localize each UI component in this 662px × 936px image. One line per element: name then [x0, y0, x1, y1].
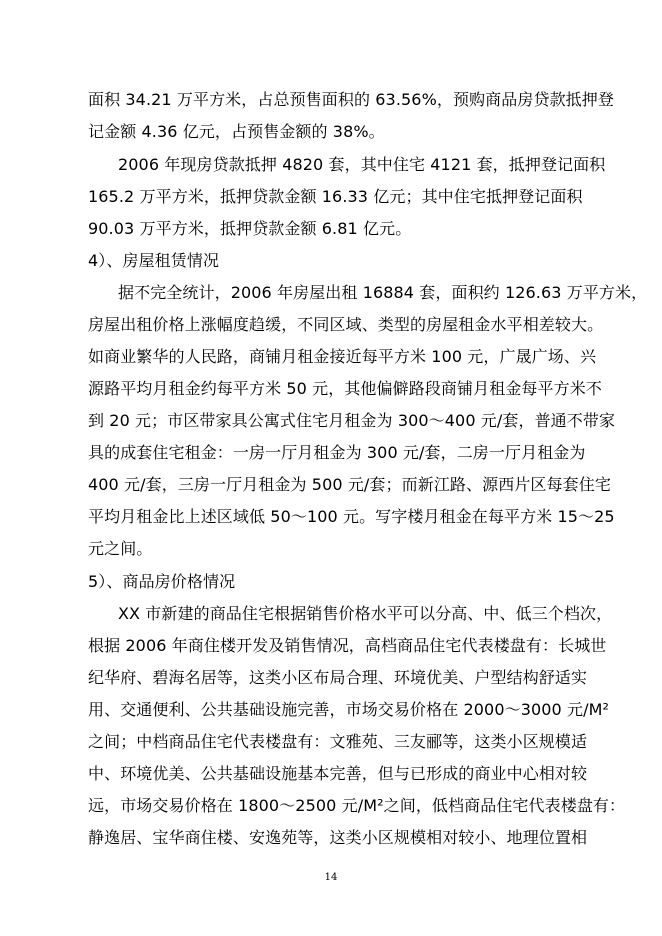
body-text-line: 元之间。 [88, 539, 153, 558]
body-text-line: XX 市新建的商品住宅根据销售价格水平可以分高、中、低三个档次， [118, 604, 613, 623]
body-text-line: 据不完全统计，2006 年房屋出租 16884 套，面积约 126.63 万平方米， [118, 283, 648, 302]
body-text-line: 源路平均月租金约每平方米 50 元，其他偏僻路段商铺月租金每平方米不 [88, 379, 602, 398]
body-text-line: 房屋出租价格上涨幅度趋缓，不同区域、类型的房屋租金水平相差较大。 [88, 315, 604, 334]
body-text-line: 到 20 元；市区带家具公寓式住宅月租金为 300～400 元/套，普通不带家 [88, 411, 616, 430]
body-text-line: 之间；中档商品住宅代表楼盘有：文雅苑、三友郦等，这类小区规模适 [88, 732, 588, 751]
body-text-line: 中、环境优美、公共基础设施基本完善，但与已形成的商业中心相对较 [88, 764, 588, 783]
body-text-line: 静逸居、宝华商住楼、安逸苑等，这类小区规模相对较小、地理位置相 [88, 828, 588, 847]
body-text-line: 用、交通便利、公共基础设施完善，市场交易价格在 2000～3000 元/M² [88, 700, 610, 719]
body-text-line: 具的成套住宅租金：一房一厅月租金为 300 元/套，二房一厅月租金为 [88, 443, 586, 462]
body-text-line: 根据 2006 年商住楼开发及销售情况，高档商品住宅代表楼盘有：长城世 [88, 636, 607, 655]
body-text-line: 165.2 万平方米，抵押贷款金额 16.33 亿元；其中住宅抵押登记面积 [88, 187, 583, 206]
section-heading: 4）、房屋租赁情况 [88, 251, 220, 270]
body-text-line: 90.03 万平方米，抵押贷款金额 6.81 亿元。 [88, 219, 412, 238]
body-text-line: 400 元/套，三房一厅月租金为 500 元/套；而新江路、源西片区每套住宅 [88, 475, 611, 494]
body-text-line: 平均月租金比上述区域低 50～100 元。写字楼月租金在每平方米 15～25 [88, 507, 615, 526]
section-heading: 5）、商品房价格情况 [88, 572, 236, 591]
page-number: 14 [324, 872, 338, 883]
body-text-line: 远，市场交易价格在 1800～2500 元/M²之间，低档商品住宅代表楼盘有： [88, 796, 626, 815]
body-text-line: 记金额 4.36 亿元，占预售金额的 38%。 [88, 122, 385, 141]
body-text-line: 面积 34.21 万平方米，占总预售面积的 63.56%，预购商品房贷款抵押登 [88, 90, 614, 109]
body-text-line: 2006 年现房贷款抵押 4820 套，其中住宅 4121 套，抵押登记面积 [118, 155, 606, 174]
body-text-line: 纪华府、碧海名居等，这类小区布局合理、环境优美、户型结构舒适实 [88, 668, 588, 687]
body-text-line: 如商业繁华的人民路，商铺月租金接近每平方米 100 元，广晟广场、兴 [88, 347, 597, 366]
